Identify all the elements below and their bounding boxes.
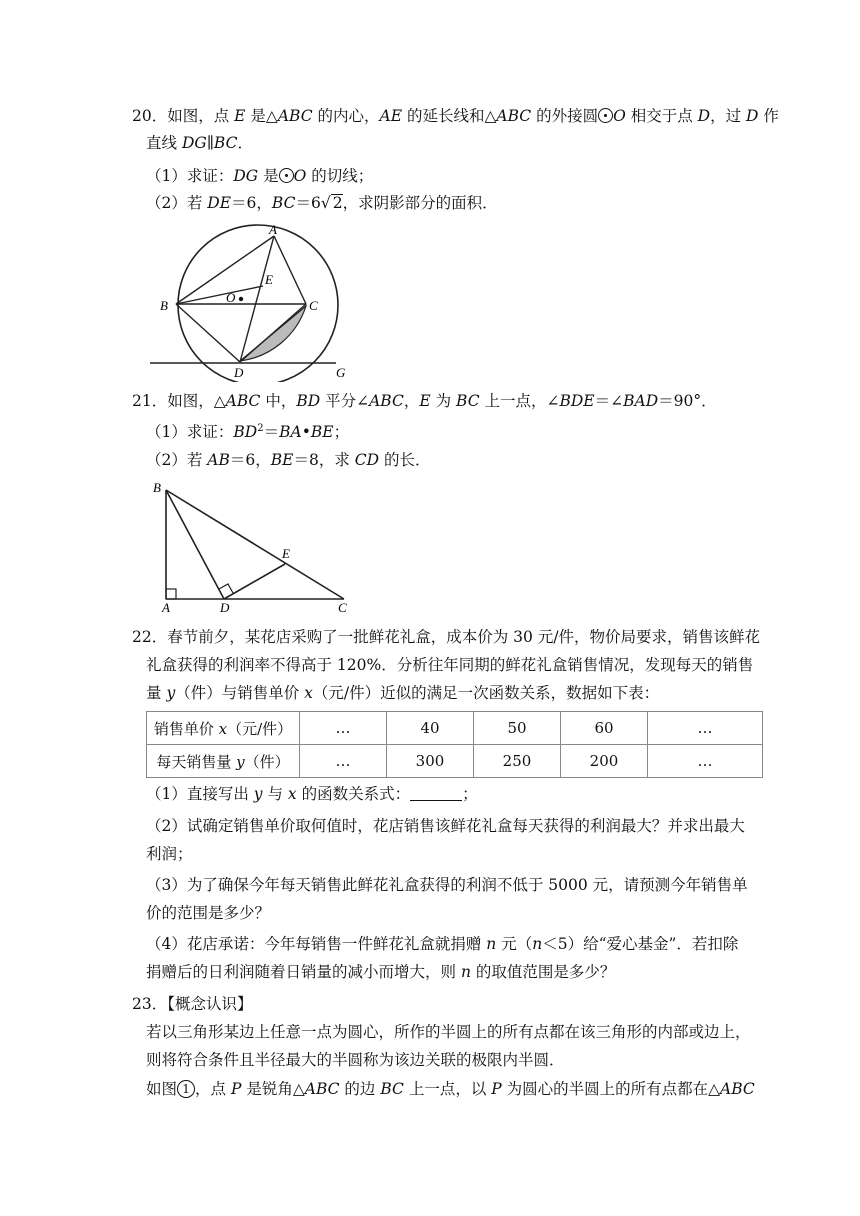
q22-part-3: （3）为了确保今年每天销售此鲜花礼盒获得的利润不低于 5000 元，请预测今年销售单 (146, 876, 748, 894)
answer-blank[interactable] (410, 786, 462, 801)
q23-line-1: 若以三角形某边上任意一点为圆心，所作的半圆上的所有点都在该三角形的内部或边上， (146, 1023, 751, 1041)
q20-figure (148, 222, 348, 382)
label-c: C (338, 600, 347, 615)
table-cell: … (648, 745, 763, 778)
q20-line-2: 直线 DG∥BC． (146, 134, 253, 152)
segment-cd (240, 304, 306, 362)
segment-ac (274, 236, 306, 304)
circled-number: 1 (177, 1080, 195, 1098)
q22-line-3: 量 y（件）与销售单价 x（元/件）近似的满足一次函数关系，数据如下表： (146, 684, 660, 702)
q21-line-1: 21．如图，△ABC 中，BD 平分∠ABC，E 为 BC 上一点，∠BDE＝∠BAD＝90°． (132, 392, 717, 410)
right-angle-mark-d (219, 584, 233, 593)
q22-part-4: （4）花店承诺：今年每销售一件鲜花礼盒就捐赠 n 元（n＜5）给“爱心基金”．若扣除 (146, 935, 739, 953)
label-g: G (336, 365, 346, 380)
q21-part-2: （2）若 AB＝6，BE＝8，求 CD 的长． (146, 451, 431, 469)
table-cell: 250 (474, 745, 561, 778)
q22-part-4-cont: 捐赠后的日利润随着日销量的减小而增大，则 n 的取值范围是多少？ (146, 963, 616, 981)
q22-part-1: （1）直接写出 y 与 x 的函数关系式： ； (146, 785, 478, 803)
q22-part-3-cont: 价的范围是多少？ (146, 904, 271, 922)
label-c: C (309, 298, 318, 313)
q20-line-1: 20．如图，点 E 是△ABC 的内心，AE 的延长线和△ABC 的外接圆 O 相交于点 D，过 D 作 (132, 107, 779, 125)
label-a: A (269, 222, 277, 237)
label-o: O (226, 290, 236, 305)
table-cell: 60 (561, 712, 648, 745)
table-row (147, 745, 763, 778)
label-d: D (220, 600, 230, 615)
q20-part-1: （1）求证：DG 是 O 的切线； (146, 167, 374, 185)
table-cell: 50 (474, 712, 561, 745)
q23-line-2: 则将符合条件且半径最大的半圆称为该边关联的极限内半圆． (146, 1051, 565, 1069)
table-cell: … (648, 712, 763, 745)
right-angle-mark-a (166, 589, 176, 599)
row-header-price: 销售单价 x（元/件） (147, 712, 300, 745)
circle-dot-symbol (598, 108, 613, 123)
q22-line-2: 礼盒获得的利润率不得高于 120%．分析往年同期的鲜花礼盒销售情况，发现每天的销售 (146, 656, 754, 674)
q21-part-1: （1）求证：$BD^2=BA•BE$； (146, 423, 350, 442)
label-e: E (265, 272, 273, 287)
segment-de (224, 564, 285, 599)
table-cell: 300 (387, 745, 474, 778)
label-d: D (234, 365, 244, 380)
table-cell: … (300, 712, 387, 745)
segment-bd (166, 490, 224, 599)
q22-line-1: 22．春节前夕，某花店采购了一批鲜花礼盒，成本价为 30 元/件，物价局要求，销售该鲜花 (132, 628, 761, 646)
price-sales-table (146, 711, 763, 778)
table-row (147, 712, 763, 745)
segment-bd (176, 304, 240, 362)
label-b: B (160, 298, 168, 313)
sqrt-symbol: √ (320, 194, 331, 212)
q21-figure (148, 478, 358, 616)
q22-part-2-cont: 利润； (146, 845, 193, 863)
row-header-sales: 每天销售量 y（件） (147, 745, 300, 778)
table-cell: 40 (387, 712, 474, 745)
q23-line-3: 如图 1 ，点 P 是锐角△ABC 的边 BC 上一点，以 P 为圆心的半圆上的所有点都在△ABC (146, 1080, 755, 1098)
segment-bc (166, 490, 344, 599)
center-point-o (239, 297, 243, 301)
q20-part-2: （2）若 DE＝6，BC＝6√ 2，求阴影部分的面积． (146, 194, 498, 212)
circle-dot-symbol (279, 168, 294, 183)
table-cell: … (300, 745, 387, 778)
label-b: B (153, 480, 161, 495)
label-a: A (162, 600, 170, 615)
q22-part-2: （2）试确定销售单价取何值时，花店销售该鲜花礼盒每天获得的利润最大？并求出最大 (146, 817, 745, 835)
label-e: E (282, 546, 290, 561)
q23-heading: 23．【概念认识】 (132, 995, 253, 1013)
table-cell: 200 (561, 745, 648, 778)
